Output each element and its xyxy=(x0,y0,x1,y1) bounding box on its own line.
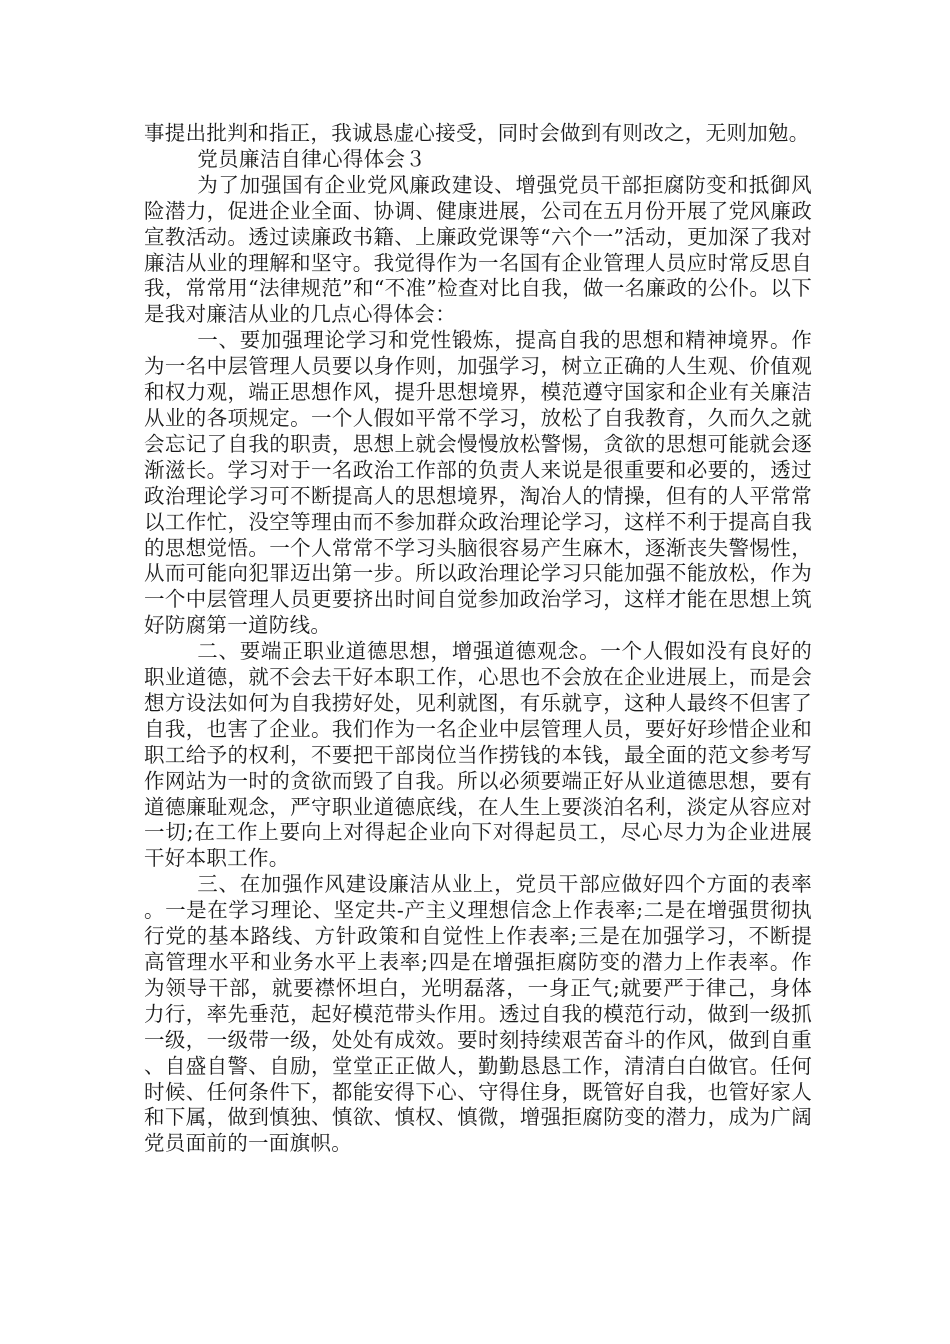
section-heading: 党员廉洁自律心得体会３ xyxy=(197,146,427,171)
paragraph-intro: 为了加强国有企业党风廉政建设、增强党员干部拒腐防变和抵御风险潜力，促进企业全面、协调、健康进展，公司在五月份开展了党风廉政宣教活动。透过读廉政书籍、上廉政党课等“六个一”活动，更加深了我对廉洁从业的理解和坚守。我觉得作为一名国有企业管理人员应时常反思自我，常常用“法律规范”和“不准”检查对比自我，做一名廉政的公仆。以下是我对廉洁从业的几点心得体会： xyxy=(144,172,812,327)
paragraph-continuation: 事提出批判和指正，我诚恳虚心接受，同时会做到有则改之，无则加勉。 xyxy=(144,121,810,145)
paragraph-point-one: 一、要加强理论学习和党性锻炼，提高自我的思想和精神境界。作为一名中层管理人员要以身作则，加强学习，树立正确的人生观、价值观和权力观，端正思想作风，提升思想境界，模范遵守国家和企业有关廉洁从业的各项规定。一个人假如平常不学习，放松了自我教育，久而久之就会忘记了自我的职责，思想上就会慢慢放松警惕，贪欲的思想可能就会逐渐滋长。学习对于一名政治工作部的负责人来说是很重要和必要的，透过政治理论学习可不断提高人的思想境界，淘冶人的情操，但有的人平常常以工作忙，没空等理由而不参加群众政治理论学习，这样不利于提高自我的思想觉悟。一个人常常不学习头脑很容易产生麻木，逐渐丧失警惕性，从而可能向犯罪迈出第一步。所以政治理论学习只能加强不能放松，作为一个中层管理人员更要挤出时间自觉参加政治学习，这样才能在思想上筑好防腐第一道防线。 xyxy=(144,328,812,638)
paragraph-point-two: 二、要端正职业道德思想，增强道德观念。一个人假如没有良好的职业道德，就不会去干好本职工作，心思也不会放在企业进展上，而是会想方设法如何为自我捞好处，见利就图，有乐就亨，这种人最终不但害了自我，也害了企业。我们作为一名企业中层管理人员，要好好珍惜企业和职工给予的权利，不要把干部岗位当作捞钱的本钱，最全面的范文参考写作网站为一时的贪欲而毁了自我。所以必须要端正好从业道德思想，要有道德廉耻观念，严守职业道德底线，在人生上要淡泊名利，淡定从容应对一切;在工作上要向上对得起企业向下对得起员工，尽心尽力为企业进展干好本职工作。 xyxy=(144,639,812,871)
paragraph-point-three: 三、在加强作风建设廉洁从业上，党员干部应做好四个方面的表率。一是在学习理论、坚定共-产主义理想信念上作表率;二是在增强贯彻执行党的基本路线、方针政策和自觉性上作表率;三是在加强学习，不断提高管理水平和业务水平上表率;四是在增强拒腐防变的潜力上作表率。作为领导干部，就要襟怀坦白，光明磊落，一身正气;就要严于律己，身体力行，率先垂范，起好模范带头作用。透过自我的模范行动，做到一级抓一级，一级带一级，处处有成效。要时刻持续艰苦奋斗的作风，做到自重、自盛自警、自励，堂堂正正做人，勤勤恳恳工作，清清白白做官。任何时候、任何条件下，都能安得下心、守得住身，既管好自我，也管好家人和下属，做到慎独、慎欲、慎权、慎微，增强拒腐防变的潜力，成为广阔党员面前的一面旗帜。 xyxy=(144,872,812,1156)
document-body xyxy=(144,121,812,1157)
